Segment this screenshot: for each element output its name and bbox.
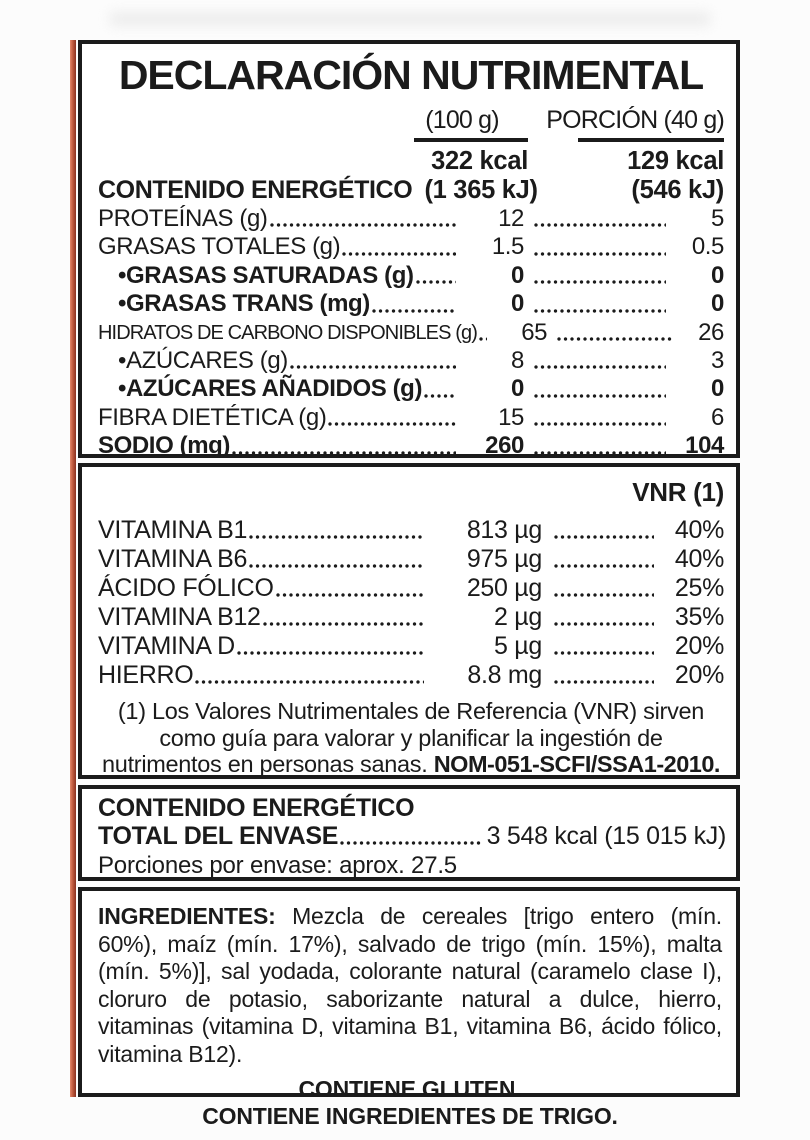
allergen-statements: [98, 1076, 722, 1130]
dotted-leader: [328, 422, 456, 426]
nutrient-row: [98, 290, 724, 318]
dotted-leader: [534, 394, 666, 398]
vitamin-label: VITAMINA B1: [98, 516, 248, 544]
dotted-leader: [554, 535, 654, 539]
value-per-portion: 5: [711, 205, 724, 232]
nutrient-row: [98, 404, 724, 432]
dotted-leader: [249, 535, 424, 539]
allergen-wheat: CONTIENE INGREDIENTES DE TRIGO.: [202, 1103, 618, 1129]
vitamin-label: VITAMINA D: [98, 632, 235, 660]
column-underline-portion: [578, 138, 724, 142]
label-title: DECLARACIÓN NUTRIMENTAL: [118, 52, 704, 98]
vitamin-label: ÁCIDO FÓLICO: [98, 574, 274, 602]
vitamin-vnr-percent: 35%: [674, 603, 724, 631]
nutrient-row: [98, 432, 724, 460]
column-header-per-100g: (100 g): [425, 106, 499, 134]
dotted-leader: [554, 651, 654, 655]
energy-kcal-portion: 129 kcal: [627, 147, 724, 175]
vitamin-label: VITAMINA B12: [98, 603, 261, 631]
nutrient-label: •GRASAS TRANS (mg): [118, 290, 370, 318]
nutrient-label: •AZÚCARES AÑADIDOS (g): [118, 375, 423, 403]
dotted-leader: [424, 394, 456, 398]
vitamin-vnr-percent: 40%: [674, 545, 724, 573]
energy-row-label: CONTENIDO ENERGÉTICO: [98, 176, 413, 204]
value-per-portion: 3: [711, 347, 724, 375]
vitamin-amount: 250 µg: [466, 574, 542, 602]
package-energy-title: CONTENIDO ENERGÉTICO: [98, 794, 415, 822]
dotted-leader: [554, 564, 654, 568]
energy-kj-100: (1 365 kJ): [424, 176, 538, 204]
dotted-leader: [270, 223, 457, 227]
nutrient-label: PROTEÍNAS (g): [98, 205, 268, 232]
nutrient-row: [98, 205, 724, 233]
dotted-leader: [554, 680, 654, 684]
vitamin-label: HIERRO: [98, 661, 194, 689]
value-per-portion: 0: [711, 261, 724, 289]
value-per-100g: 260: [485, 432, 524, 460]
vitamin-amount: 813 µg: [466, 516, 542, 544]
panel-package-energy: [78, 785, 740, 881]
value-per-portion: 0.5: [691, 233, 724, 261]
energy-kj-row: [98, 176, 724, 205]
accent-line: [70, 40, 76, 1097]
value-per-100g: 0: [511, 290, 524, 318]
vitamin-table: [98, 516, 724, 690]
value-per-100g: 8: [511, 347, 524, 375]
dotted-leader: [276, 593, 424, 597]
value-per-portion: 0: [711, 290, 724, 318]
vitamin-row: [98, 603, 724, 632]
vitamin-row: [98, 661, 724, 690]
vnr-header: VNR (1): [632, 477, 724, 507]
vnr-footnote-text: (1) Los Valores Nutrimentales de Referencia (VNR) sirven como guía para valorar y planificar la ingestión de nutrimentos en personas sanas.: [102, 698, 705, 777]
vitamin-label: VITAMINA B6: [98, 545, 248, 573]
dotted-leader: [557, 337, 672, 341]
dotted-leader: [534, 223, 666, 227]
nutrient-label: GRASAS TOTALES (g): [98, 233, 341, 261]
panel-nutrition-facts: [78, 40, 740, 458]
nutrient-row: [98, 262, 724, 290]
dotted-leader: [534, 280, 666, 284]
dotted-leader: [249, 564, 424, 568]
vitamin-vnr-percent: 20%: [674, 661, 724, 689]
ingredients-text: Mezcla de cereales [trigo entero (mín. 60%), maíz (mín. 17%), salvado de trigo (mín. 15%), malta (mín. 5%)], sal yodada, colorante natural (caramelo clase I), cloruro de potasio, saborizante natural a dulce, hierro, vitaminas (vitamina D, vitamina B1, vitamina B6, ácido fólico, vitamina B12).: [98, 903, 722, 1067]
nutrient-label: FIBRA DIETÉTICA (g): [98, 403, 327, 431]
dotted-leader: [534, 365, 666, 369]
vitamin-row: [98, 574, 724, 603]
package-energy-total-row: [98, 822, 726, 851]
dotted-leader: [554, 593, 654, 597]
vitamin-amount: 8.8 mg: [467, 661, 542, 689]
nutrient-label: •GRASAS SATURADAS (g): [118, 261, 414, 289]
nutrient-row: [98, 233, 724, 261]
value-per-100g: 1.5: [491, 233, 524, 261]
value-per-portion: 6: [711, 403, 724, 431]
value-per-portion: 0: [711, 375, 724, 403]
dotted-leader: [534, 422, 666, 426]
dotted-leader: [340, 841, 480, 845]
value-per-100g: 0: [511, 375, 524, 403]
dotted-leader: [416, 280, 456, 284]
dotted-leader: [263, 622, 424, 626]
nutrient-table: [98, 205, 724, 461]
value-per-100g: 65: [521, 318, 548, 346]
vitamin-row: [98, 632, 724, 661]
nutrient-row: [98, 347, 724, 375]
column-header-row: [98, 106, 724, 135]
nutrient-label: SODIO (mg): [98, 432, 230, 460]
package-energy-total-label: TOTAL DEL ENVASE: [98, 822, 339, 850]
column-underline-per-100g: [414, 138, 528, 142]
dotted-leader: [195, 680, 424, 684]
dotted-leader: [554, 622, 654, 626]
photo-smudge: [110, 12, 710, 26]
energy-header: [98, 106, 724, 205]
allergen-gluten: CONTIENE GLUTEN.: [298, 1076, 522, 1102]
nutrient-label: HIDRATOS DE CARBONO DISPONIBLES (g): [98, 321, 477, 344]
nutrient-row: [98, 375, 724, 403]
dotted-leader: [534, 252, 666, 256]
energy-kcal-100: 322 kcal: [431, 147, 528, 175]
vitamin-row: [98, 545, 724, 574]
energy-kcal-row: [98, 147, 724, 176]
nutrient-label: •AZÚCARES (g): [118, 347, 288, 375]
dotted-leader: [479, 337, 487, 341]
energy-kj-portion: (546 kJ): [631, 176, 724, 204]
value-per-portion: 26: [698, 318, 724, 346]
vnr-footnote-norm: NOM-051-SCFI/SSA1-2010.: [433, 751, 720, 777]
ingredients-paragraph: [98, 903, 722, 1068]
vitamin-vnr-percent: 25%: [674, 574, 724, 602]
dotted-leader: [290, 365, 456, 369]
column-header-portion: PORCIÓN (40 g): [546, 106, 724, 134]
dotted-leader: [237, 651, 424, 655]
nutrition-label: [78, 40, 740, 1129]
package-energy-total-value: 3 548 kcal (15 015 kJ): [486, 822, 726, 850]
vitamin-amount: 2 µg: [494, 603, 542, 631]
value-per-100g: 12: [498, 205, 524, 232]
value-per-portion: 104: [685, 432, 724, 460]
vitamin-amount: 975 µg: [466, 545, 542, 573]
nutrient-row: [98, 319, 724, 347]
panel-vitamins: [78, 463, 740, 779]
vitamin-row: [98, 516, 724, 545]
value-per-100g: 0: [511, 261, 524, 289]
vitamin-amount: 5 µg: [494, 632, 542, 660]
vitamin-vnr-percent: 20%: [674, 632, 724, 660]
vnr-footnote: [98, 698, 724, 778]
servings-per-package: Porciones por envase: aprox. 27.5: [98, 852, 457, 879]
dotted-leader: [372, 309, 456, 313]
vitamin-vnr-percent: 40%: [674, 516, 724, 544]
dotted-leader: [232, 451, 456, 455]
dotted-leader: [534, 451, 666, 455]
panel-ingredients: [78, 887, 740, 1129]
ingredients-label: INGREDIENTES:: [98, 903, 276, 929]
column-underline-row: [98, 135, 724, 147]
dotted-leader: [342, 252, 456, 256]
value-per-100g: 15: [498, 403, 524, 431]
dotted-leader: [534, 309, 666, 313]
